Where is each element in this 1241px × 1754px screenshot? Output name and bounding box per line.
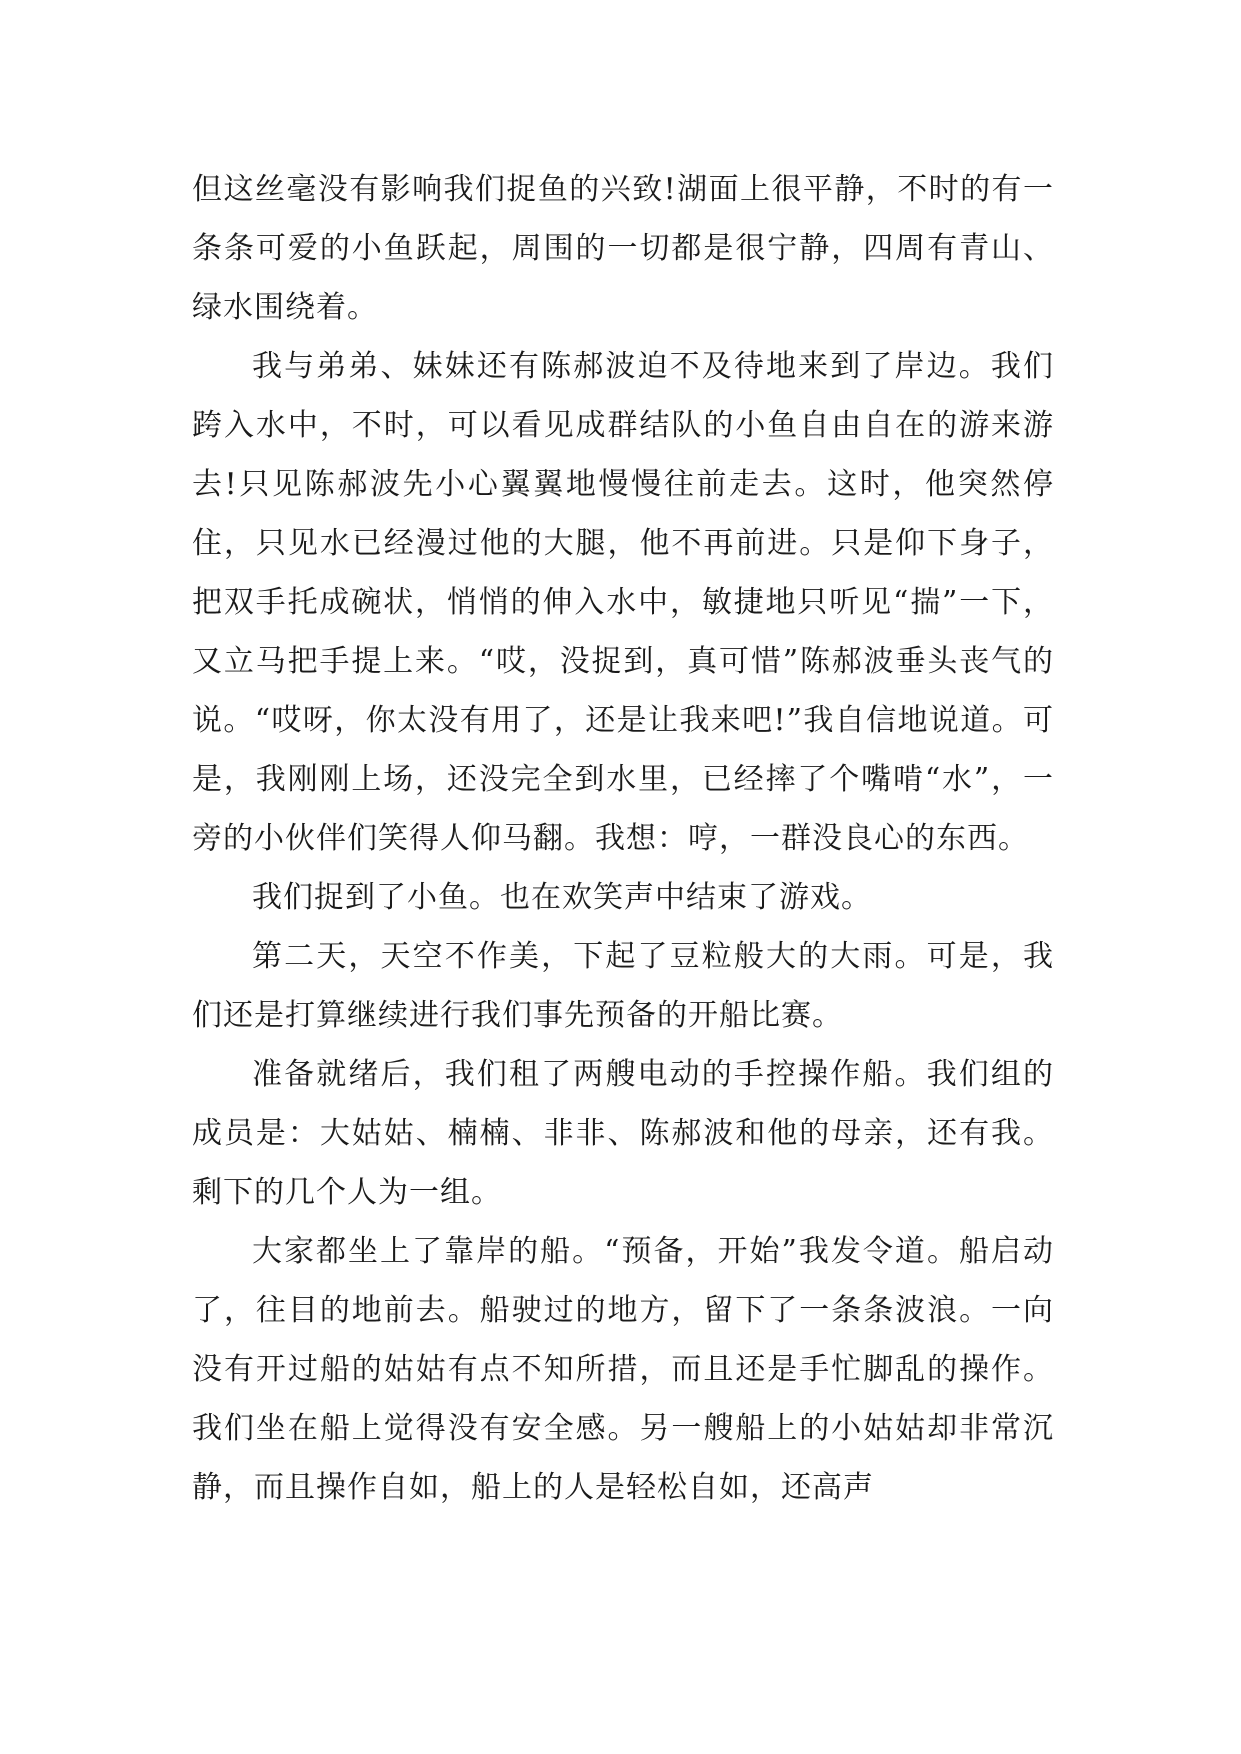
paragraph-4: 第二天，天空不作美，下起了豆粒般大的大雨。可是，我们还是打算继续进行我们事先预备的开船比赛。 — [192, 939, 1054, 1033]
paragraph-2: 我与弟弟、妹妹还有陈郝波迫不及待地来到了岸边。我们跨入水中，不时，可以看见成群结队的小鱼自由自在的游来游去!只见陈郝波先小心翼翼地慢慢往前走去。这时，他突然停住，只见水已经漫过他的大腿，他不再前进。只是仰下身子，把双手托成碗状，悄悄的伸入水中，敏捷地只听见“揣”一下，又立马把手提上来。“哎，没捉到，真可惜”陈郝波垂头丧气的说。“哎呀，你太没有用了，还是让我来吧!”我自信地说道。可是，我刚刚上场，还没完全到水里，已经摔了个嘴啃“水”，一旁的小伙伴们笑得人仰马翻。我想：哼，一群没良心的东西。 — [192, 349, 1054, 856]
paragraph-3: 我们捉到了小鱼。也在欢笑声中结束了游戏。 — [252, 880, 872, 915]
body-text — [192, 160, 1054, 1517]
paragraph-5: 准备就绪后，我们租了两艘电动的手控操作船。我们组的成员是：大姑姑、楠楠、非非、陈郝波和他的母亲，还有我。剩下的几个人为一组。 — [192, 1057, 1054, 1210]
paragraph-6: 大家都坐上了靠岸的船。“预备，开始”我发令道。船启动了，往目的地前去。船驶过的地方，留下了一条条波浪。一向没有开过船的姑姑有点不知所措，而且还是手忙脚乱的操作。我们坐在船上觉得没有安全感。另一艘船上的小姑姑却非常沉静，而且操作自如，船上的人是轻松自如，还高声 — [192, 1234, 1054, 1505]
paragraph-1: 但这丝毫没有影响我们捉鱼的兴致!湖面上很平静，不时的有一条条可爱的小鱼跃起，周围的一切都是很宁静，四周有青山、绿水围绕着。 — [192, 172, 1054, 325]
